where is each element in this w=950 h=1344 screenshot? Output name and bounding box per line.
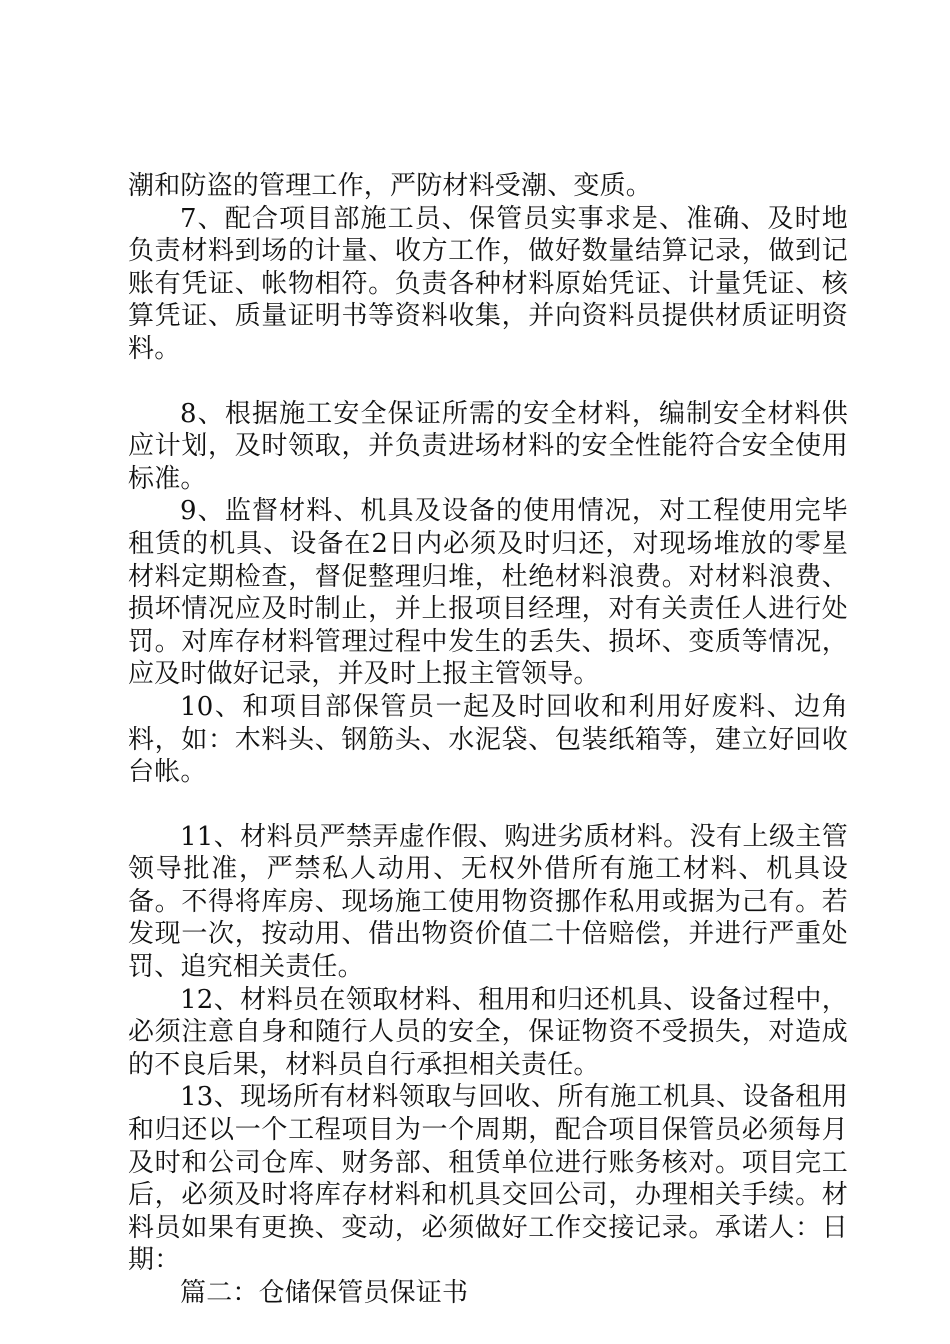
- paragraph-item-13: 13、现场所有材料领取与回收、所有施工机具、设备租用和归还以一个工程项目为一个周期，配合项目保管员必须每月及时和公司仓库、财务部、租赁单位进行账务核对。项目完工后，必须及时将库存材料和机具交回公司，办理相关手续。材料员如果有更换、变动，必须做好工作交接记录。承诺人：日期：: [128, 1082, 848, 1276]
- paragraph-item-8: 8、根据施工安全保证所需的安全材料，编制安全材料供应计划，及时领取，并负责进场材料的安全性能符合安全使用标准。: [128, 398, 848, 494]
- paragraph-item-10: 10、和项目部保管员一起及时回收和利用好废料、边角料，如：木料头、钢筋头、水泥袋、包装纸箱等，建立好回收台帐。: [128, 691, 848, 788]
- document-body: [128, 170, 848, 1310]
- paragraph-item-12: 12、材料员在领取材料、租用和归还机具、设备过程中，必须注意自身和随行人员的安全，保证物资不受损失，对造成的不良后果，材料员自行承担相关责任。: [128, 984, 848, 1080]
- paragraph-continuation: 潮和防盗的管理工作，严防材料受潮、变质。: [128, 171, 653, 201]
- paragraph-item-9: 9、监督材料、机具及设备的使用情况，对工程使用完毕租赁的机具、设备在2日内必须及时归还，对现场堆放的零星材料定期检查，督促整理归堆，杜绝材料浪费。对材料浪费、损坏情况应及时制止，并上报项目经理，对有关责任人进行处罚。对库存材料管理过程中发生的丢失、损坏、变质等情况，应及时做好记录，并及时上报主管领导。: [128, 496, 848, 690]
- section-heading: 篇二：仓储保管员保证书: [180, 1278, 469, 1308]
- paragraph-item-11: 11、材料员严禁弄虚作假、购进劣质材料。没有上级主管领导批准，严禁私人动用、无权外借所有施工材料、机具设备。不得将库房、现场施工使用物资挪作私用或据为己有。若发现一次，按动用、借出物资价值二十倍赔偿，并进行严重处罚、追究相关责任。: [128, 821, 848, 983]
- paragraph-item-7: 7、配合项目部施工员、保管员实事求是、准确、及时地负责材料到场的计量、收方工作，做好数量结算记录，做到记账有凭证、帐物相符。负责各种材料原始凭证、计量凭证、核算凭证、质量证明书等资料收集，并向资料员提供材质证明资料。: [128, 203, 848, 364]
